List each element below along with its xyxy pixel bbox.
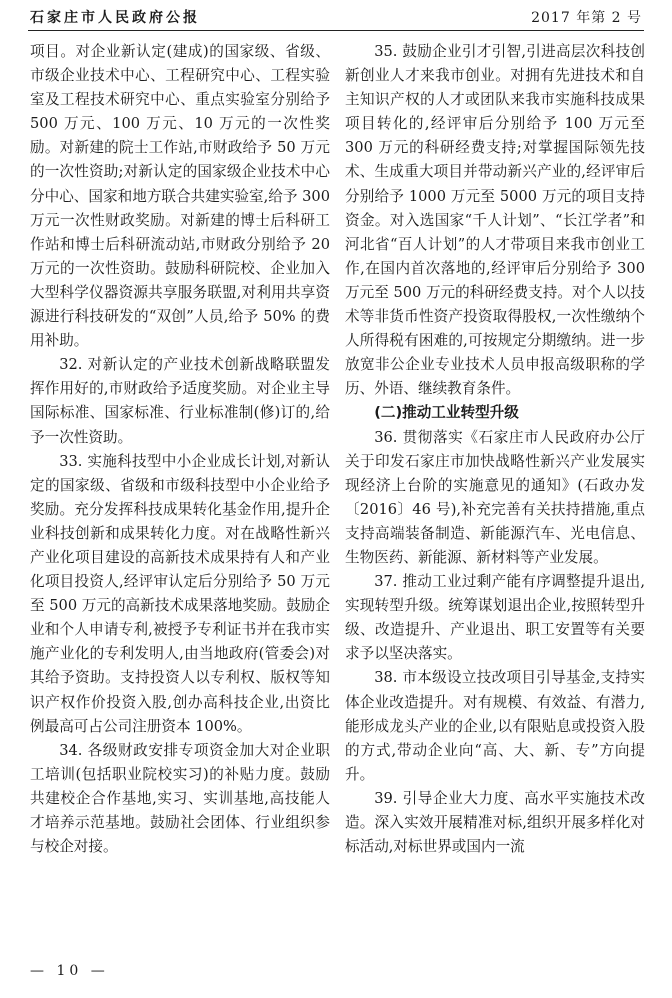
section-heading: (二)推动工业转型升级 xyxy=(374,404,519,422)
paragraph-39: 39. 引导企业大力度、高水平实施技术改造。深入实效开展精准对标,组织开展多样化对标活动,对标世界或国内一流 xyxy=(345,789,645,856)
page-number: — 10 — xyxy=(30,963,109,979)
paragraph-36: 36. 贯彻落实《石家庄市人民政府办公厅关于印发石家庄市加快战略性新兴产业发展实现经济上台阶的实施意见的通知》(石政办发〔2016〕46 号),补充完善有关扶持措施,重点支持高端装备制造、新能源汽车、光电信息、生物医药、新能源、新材料等产业发展。 xyxy=(345,428,645,566)
paragraph-35: 35. 鼓励企业引才引智,引进高层次科技创新创业人才来我市创业。对拥有先进技术和自主知识产权的人才或团队来我市实施科技成果项目转化的,经评审后分别给予 100 万元至 300 万元的科研经费支持;对掌握国际领先技术、生成重大项目并带动新兴产业的,经评审后分别给予 1000 万元至 5000 万元的项目支持资金。对入选国家“千人计划”、“长江学者”和河北省“百人计划”的人才带项目来我市创业工作,在国内首次落地的,经评审后分别给予 300 万元至 500 万元的科研经费支持。对个人以技术等非货币性资产投资取得股权,一次性缴纳个人所得税有困难的,可按规定分期缴纳。进一步放宽非公企业专业技术人员申报高级职称的学历、外语、继续教育条件。 xyxy=(345,43,645,398)
paragraph-33: 33. 实施科技型中小企业成长计划,对新认定的国家级、省级和市级科技型中小企业给予奖励。充分发挥科技成果转化基金作用,提升企业科技创新和成果转化力度。对在战略性新兴产业化项目建设的高新技术成果持有人和产业化项目投资人,经评审认定后分别给予 50 万元至 500 万元的高新技术成果落地奖励。鼓励企业和个人申请专利,被授予专利证书并在我市实施产业化的专利发明人,由当地政府(管委会)对其给予资助。支持投资人以专利权、版权等知识产权作价投资入股,创办高科技企业,出资比例最高可占公司注册资本 100%。 xyxy=(30,452,330,735)
left-column xyxy=(30,40,330,859)
paragraph-38: 38. 市本级设立技改项目引导基金,支持实体企业改造提升。对有规模、有效益、有潜力,能形成龙头产业的企业,以有限贴息或投资入股的方式,带动企业向“高、大、新、专”方向提升。 xyxy=(345,669,645,783)
gazette-title: 石家庄市人民政府公报 xyxy=(30,10,200,26)
paragraph-31-continued: 项目。对企业新认定(建成)的国家级、省级、市级企业技术中心、工程研究中心、工程实验室及工程技术研究中心、重点实验室分别给予 500 万元、100 万元、10 万元的一次性奖励。对新建的院士工作站,市财政给予 50 万元的一次性资助;对新认定的国家级企业技术中心分中心、国家和地方联合共建实验室,给予 300 万元一次性财政奖励。对新建的博士后科研工作站和博士后科研流动站,市财政分别给予 20 万元的一次性资助。鼓励科研院校、企业加入大型科学仪器资源共享服务联盟,对利用共享资源进行科技研发的“双创”人员,给予 50% 的费用补助。 xyxy=(30,43,330,350)
paragraph-34: 34. 各级财政安排专项资金加大对企业职工培训(包括职业院校实习)的补贴力度。鼓励共建校企合作基地,实习、实训基地,高技能人才培养示范基地。鼓励社会团体、行业组织参与校企对接。 xyxy=(30,741,330,856)
paragraph-32: 32. 对新认定的产业技术创新战略联盟发挥作用好的,市财政给予适度奖励。对企业主导国际标准、国家标准、行业标准制(修)订的,给予一次性资助。 xyxy=(30,356,330,446)
page-header xyxy=(28,8,644,31)
paragraph-37: 37. 推动工业过剩产能有序调整提升退出,实现转型升级。统筹谋划退出企业,按照转型升级、改造提升、产业退出、职工安置等有关要求予以坚决落实。 xyxy=(345,573,645,663)
right-column xyxy=(345,40,645,859)
issue-number: 2017 年第 2 号 xyxy=(531,10,642,26)
